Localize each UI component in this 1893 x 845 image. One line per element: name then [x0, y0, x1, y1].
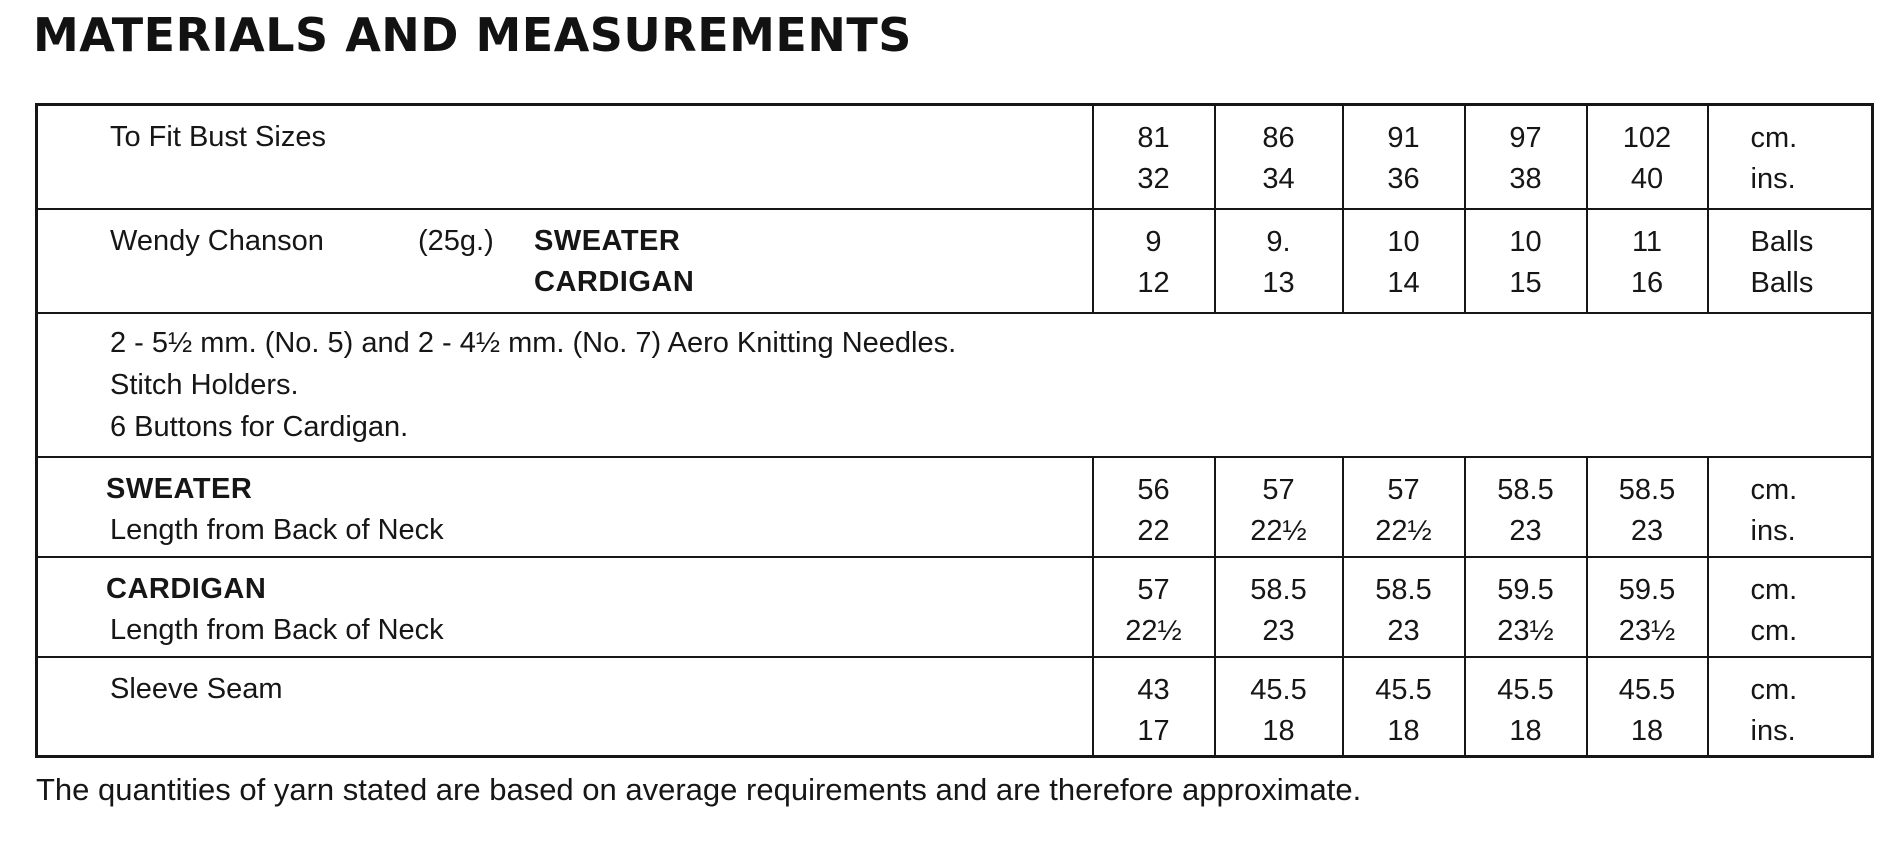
sweater-balls-value: 10 — [1509, 225, 1542, 258]
sleeve-cm-value: 43 — [1137, 673, 1170, 706]
sweater-length-description — [37, 457, 1093, 557]
bust-ins-value: 40 — [1630, 163, 1664, 195]
unit-column — [1708, 457, 1873, 557]
size-column-5 — [1587, 209, 1708, 313]
sleeve-seam-label: Sleeve Seam — [37, 657, 1093, 757]
size-column-1 — [1093, 105, 1215, 209]
table-row-bust-sizes — [37, 105, 1873, 209]
cardigan-heading: CARDIGAN — [106, 572, 267, 605]
sweater-cm-value: 58.5 — [1618, 473, 1676, 506]
sweater-balls-value: 11 — [1631, 225, 1663, 258]
table-row-materials — [37, 313, 1873, 457]
sweater-ins-value: 22½ — [1250, 514, 1307, 547]
garment-labels — [534, 221, 694, 303]
unit-label: cm. — [1750, 473, 1798, 506]
cardigan-length-label: Length from Back of Neck — [110, 613, 444, 646]
sweater-cm-value: 57 — [1387, 473, 1420, 506]
materials-measurements-table — [35, 103, 1874, 758]
page-title: MATERIALS AND MEASUREMENTS — [33, 8, 912, 62]
size-column-1 — [1093, 209, 1215, 313]
sleeve-ins-value: 18 — [1509, 714, 1542, 747]
bust-cm-value: 102 — [1622, 122, 1672, 154]
sleeve-ins-value: 17 — [1137, 714, 1170, 747]
bust-ins-value: 38 — [1509, 163, 1542, 195]
cardigan-cm-value: 58.5 — [1375, 573, 1432, 606]
materials-item: Stitch Holders. — [110, 368, 299, 401]
yarn-quantity-footnote: The quantities of yarn stated are based on average requirements and are therefore approximate. — [36, 772, 1362, 807]
sleeve-ins-value: 18 — [1630, 714, 1664, 747]
sleeve-cm-value: 45.5 — [1497, 673, 1554, 706]
cardigan-balls-value: 15 — [1509, 266, 1542, 299]
size-column-2 — [1215, 557, 1343, 657]
size-column-1 — [1093, 657, 1215, 757]
size-column-4 — [1465, 657, 1587, 757]
table-row-yarn — [37, 209, 1873, 313]
size-column-3 — [1343, 209, 1465, 313]
size-column-5 — [1587, 105, 1708, 209]
size-column-3 — [1343, 657, 1465, 757]
table-row-sweater-length — [37, 457, 1873, 557]
unit-label: cm. — [1750, 122, 1798, 154]
size-column-1 — [1093, 557, 1215, 657]
size-column-5 — [1587, 657, 1708, 757]
sweater-balls-value: 9 — [1145, 225, 1162, 258]
cardigan-ins-value: 23½ — [1618, 614, 1676, 647]
unit-column — [1708, 657, 1873, 757]
sleeve-cm-value: 45.5 — [1618, 673, 1676, 706]
unit-column — [1708, 557, 1873, 657]
materials-list — [37, 313, 1873, 457]
size-column-3 — [1343, 557, 1465, 657]
unit-label: cm. — [1750, 614, 1798, 647]
sweater-label: SWEATER — [534, 224, 681, 257]
sleeve-cm-value: 45.5 — [1250, 673, 1307, 706]
bust-cm-value: 86 — [1262, 122, 1295, 154]
size-column-2 — [1215, 209, 1343, 313]
bust-sizes-label: To Fit Bust Sizes — [37, 105, 1093, 209]
sweater-ins-value: 22½ — [1375, 514, 1432, 547]
size-column-2 — [1215, 457, 1343, 557]
size-column-4 — [1465, 457, 1587, 557]
unit-label: Balls — [1750, 225, 1814, 258]
cardigan-length-description — [37, 557, 1093, 657]
sleeve-ins-value: 18 — [1262, 714, 1295, 747]
cardigan-balls-value: 13 — [1262, 266, 1295, 299]
cardigan-ins-value: 23 — [1387, 614, 1420, 647]
size-column-1 — [1093, 457, 1215, 557]
sleeve-cm-value: 45.5 — [1375, 673, 1432, 706]
bust-cm-value: 97 — [1509, 122, 1542, 154]
cardigan-label: CARDIGAN — [534, 265, 695, 298]
table-row-sleeve-seam — [37, 657, 1873, 757]
size-column-4 — [1465, 105, 1587, 209]
sweater-balls-value: 10 — [1387, 225, 1420, 258]
cardigan-ins-value: 23½ — [1497, 614, 1554, 647]
size-column-5 — [1587, 557, 1708, 657]
materials-item: 2 - 5½ mm. (No. 5) and 2 - 4½ mm. (No. 7) Aero Knitting Needles. — [110, 326, 957, 359]
sweater-ins-value: 22 — [1137, 514, 1170, 547]
size-column-4 — [1465, 557, 1587, 657]
cardigan-cm-value: 57 — [1137, 573, 1170, 606]
bust-ins-value: 32 — [1137, 163, 1170, 195]
sweater-cm-value: 57 — [1262, 473, 1295, 506]
unit-label: Balls — [1750, 266, 1814, 299]
sweater-heading: SWEATER — [106, 472, 253, 505]
unit-label: ins. — [1750, 714, 1796, 747]
size-column-2 — [1215, 105, 1343, 209]
sweater-balls-value: 9. — [1266, 225, 1291, 258]
cardigan-balls-value: 14 — [1387, 266, 1420, 299]
cardigan-ins-value: 22½ — [1125, 614, 1182, 647]
table-row-cardigan-length — [37, 557, 1873, 657]
sweater-length-label: Length from Back of Neck — [110, 513, 444, 546]
cardigan-balls-value: 12 — [1137, 266, 1170, 299]
size-column-4 — [1465, 209, 1587, 313]
bust-ins-value: 36 — [1387, 163, 1420, 195]
sweater-ins-value: 23 — [1630, 514, 1664, 547]
unit-label: ins. — [1750, 514, 1796, 547]
unit-label: cm. — [1750, 673, 1798, 706]
cardigan-ins-value: 23 — [1262, 614, 1295, 647]
materials-item: 6 Buttons for Cardigan. — [110, 410, 409, 443]
size-column-5 — [1587, 457, 1708, 557]
cardigan-cm-value: 58.5 — [1250, 573, 1307, 606]
bust-cm-value: 91 — [1387, 122, 1420, 154]
sweater-ins-value: 23 — [1509, 514, 1542, 547]
unit-column — [1708, 209, 1873, 313]
size-column-2 — [1215, 657, 1343, 757]
cardigan-cm-value: 59.5 — [1618, 573, 1676, 606]
yarn-weight: (25g.) — [418, 224, 494, 257]
sweater-cm-value: 58.5 — [1497, 473, 1554, 506]
sweater-cm-value: 56 — [1137, 473, 1170, 506]
unit-column — [1708, 105, 1873, 209]
unit-label: cm. — [1750, 573, 1798, 606]
yarn-description — [37, 209, 1093, 313]
yarn-brand: Wendy Chanson — [110, 224, 324, 257]
sleeve-ins-value: 18 — [1387, 714, 1420, 747]
size-column-3 — [1343, 457, 1465, 557]
size-column-3 — [1343, 105, 1465, 209]
unit-label: ins. — [1750, 163, 1796, 195]
cardigan-balls-value: 16 — [1630, 266, 1664, 299]
cardigan-cm-value: 59.5 — [1497, 573, 1554, 606]
bust-ins-value: 34 — [1262, 163, 1295, 195]
bust-cm-value: 81 — [1137, 122, 1170, 154]
